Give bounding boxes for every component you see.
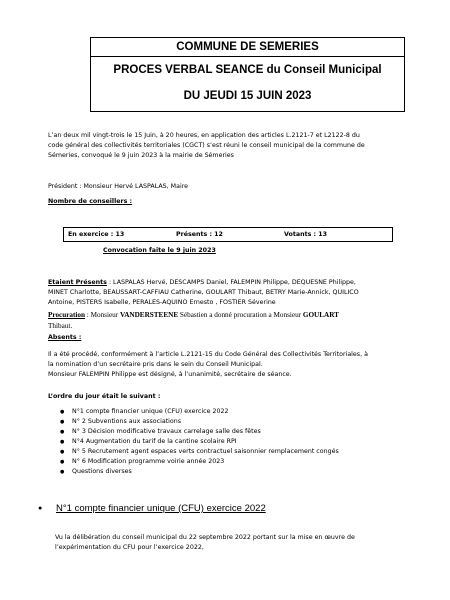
agenda-item: ● N° 6 Modification programme voirie année 2023 — [60, 457, 339, 467]
presents-line-1: : LASPALAS Hervé, DESCAMPS Daniel, FALEMPIN Philippe, DEQUESNE Philippe, — [106, 279, 356, 286]
secretary-line-3: Monsieur FALEMPIN Philippe est désigné, à l’unanimité, secrétaire de séance. — [48, 371, 292, 378]
agenda-item: ● Questions diverses — [60, 467, 339, 477]
section-1-line-1: Vu la délibération du conseil municipal du 22 septembre 2022 portant sur la mise en œuvre de — [55, 534, 355, 541]
procuration-text-1: : Monsieur — [85, 311, 120, 319]
secretary-line-1: Il a été procédé, conformément à l’article L.2121-15 du Code Général des Collectivités Territoriales, à — [48, 351, 368, 358]
presents-line-3: Antoine, PISTERS Isabelle, PERALES-AQUINO Ernesto , FOSTIER Séverine — [48, 299, 276, 306]
procuration-name-1: VANDERSTEENE — [119, 311, 179, 319]
presents-label: Etaient Présents — [48, 279, 107, 286]
commune-title-box — [90, 37, 405, 57]
absents-label: Absents : — [48, 334, 82, 341]
president-line: Président : Monsieur Hervé LASPALAS, Maire — [48, 183, 189, 190]
intro-line-1: L’an deux mil vingt-trois le 15 Juin, à 20 heures, en application des articles L.2121-7 et L2122-8 du — [48, 132, 360, 139]
agenda-item: ● N° 5 Recrutement agent espaces verts contractuel saisonnier remplacement congés — [60, 447, 339, 457]
section-1-title: N°1 compte financier unique (CFU) exercice 2022 — [56, 503, 266, 514]
commune-title: COMMUNE DE SEMERIES — [176, 41, 319, 53]
presents-line-2: MINET Charlotte, BEAUSSART-CAFFIAU Catherine, GOULART Thibaut, BETRY Marie-Annick, QUILICO — [48, 289, 359, 296]
bullet-icon: ● — [38, 505, 43, 512]
agenda-item: ● N° 2 Subventions aux associations — [60, 417, 339, 427]
count-votants: Votants : 13 — [284, 231, 328, 238]
convocation-line: Convocation faite le 9 juin 2023 — [103, 247, 216, 254]
agenda-item: ● N°4 Augmentation du tarif de la cantine scolaire RPI — [60, 437, 339, 447]
procuration-text-2: Sébastien a donné procuration a Monsieur — [178, 311, 303, 319]
count-presents: Présents : 12 — [176, 231, 223, 238]
procuration-line-2: Thibaut. — [48, 322, 73, 330]
agenda-item: ● N° 3 Décision modificative travaux carrelage salle des fêtes — [60, 427, 339, 437]
counts-table — [63, 227, 393, 242]
agenda-list — [60, 407, 339, 477]
agenda-title: L’ordre du jour était le suivant : — [48, 393, 161, 400]
presents-paragraph — [48, 278, 398, 308]
session-title: PROCES VERBAL SEANCE du Conseil Municipal — [113, 64, 382, 76]
agenda-item: ● N°1 compte financier unique (CFU) exercice 2022 — [60, 407, 339, 417]
intro-paragraph — [48, 131, 398, 161]
session-date: DU JEUDI 15 JUIN 2023 — [183, 90, 312, 102]
count-exercice: En exercice : 13 — [68, 231, 125, 238]
secretary-paragraph — [48, 350, 398, 380]
intro-line-2: code général des collectivités territoriales (CGCT) s’est réuni le conseil municipal de la commune de — [48, 142, 365, 149]
section-1-paragraph — [55, 533, 405, 553]
procuration-label: Procuration — [48, 311, 85, 319]
secretary-line-2: la nomination d’un secrétaire pris dans le sein du Conseil Municipal. — [48, 361, 263, 368]
conseillers-label: Nombre de conseillers : — [48, 198, 133, 205]
section-1-line-2: l’expérimentation du CFU pour l’exercice 2022, — [55, 544, 204, 551]
procuration-paragraph — [48, 310, 408, 332]
session-title-box — [90, 57, 405, 112]
intro-line-3: Sémeries, convoqué le 9 juin 2023 à la mairie de Sémeries — [48, 152, 234, 159]
procuration-name-2: GOULART — [302, 311, 339, 319]
